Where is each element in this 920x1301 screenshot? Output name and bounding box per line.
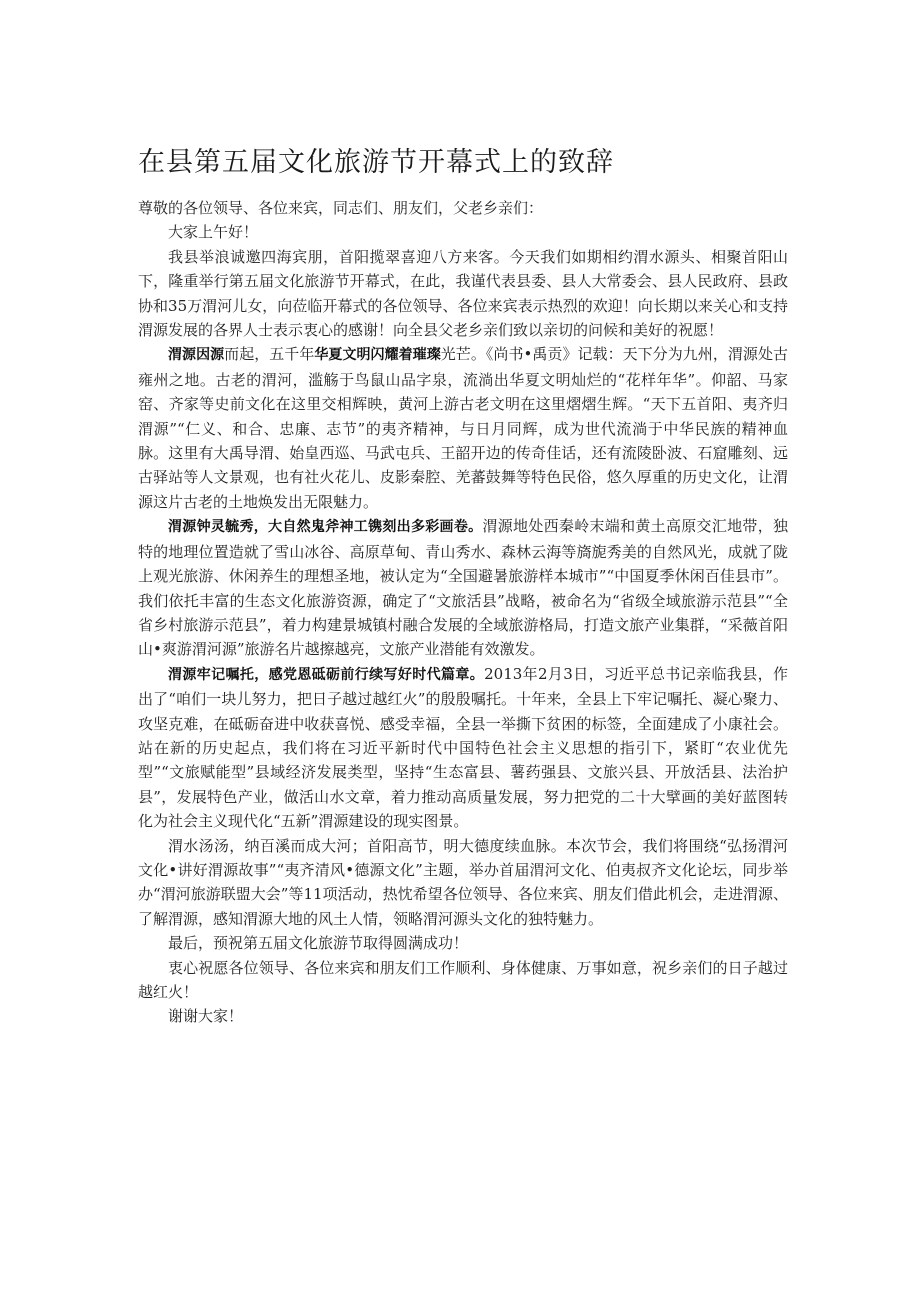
section-4-paragraph: 渭水汤汤，纳百溪而成大河；首阳高节，明大德度续血脉。本次节会，我们将围绕“弘扬渭河文化•讲好渭源故事”“夷齐清风•德源文化”主题，举办首届渭河文化、伯夷叔齐文化论坛，同步举办“渭河旅游联盟大会”等11项活动，热忱希望各位领导、各位来宾、朋友们借此机会，走进渭源、了解渭源，感知渭源大地的风土人情，领略渭河源头文化的独特魅力。	[138, 836, 788, 928]
section-1-lead-a: 渭源因源	[168, 347, 225, 364]
salutation: 尊敬的各位领导、各位来宾，同志们、朋友们，父老乡亲们：	[138, 199, 544, 217]
section-3-lead: 渭源牢记嘱托，感党恩砥砺前行续写好时代篇章。	[168, 666, 485, 683]
section-3-paragraph	[138, 662, 788, 834]
section-1-mid-a: 而起，五千年	[224, 345, 315, 364]
section-2-paragraph	[138, 514, 788, 661]
section-1-lead-b: 华夏文明闪耀着璀璨	[314, 347, 441, 364]
document-body	[138, 196, 788, 1029]
intro-paragraph: 我县举浪诚邀四海宾朋，首阳揽翠喜迎八方来客。今天我们如期相约渭水源头、相聚首阳山下，隆重举行第五届文化旅游节开幕式，在此，我谨代表县委、县人大常委会、县人民政府、县政协和35万渭河儿女，向莅临开幕式的各位领导、各位来宾表示热烈的欢迎！向长期以来关心和支持渭源发展的各界人士表示衷心的感谢！向全县父老乡亲们致以亲切的问候和美好的祝愿！	[138, 247, 788, 340]
closing-blessing: 衷心祝愿各位领导、各位来宾和朋友们工作顺利、身体健康、万事如意，祝乡亲们的日子越过越红火！	[138, 958, 788, 1001]
closing-wish: 最后，预祝第五届文化旅游节取得圆满成功！	[168, 934, 469, 953]
thanks-line: 谢谢大家！	[168, 1007, 244, 1026]
section-1-paragraph	[138, 342, 788, 514]
section-1-body: 光芒。《尚书•禹贡》记载：天下分为九州，渭源处古雍州之地。古老的渭河，滥觞于鸟鼠山品字泉，流淌出华夏文明灿烂的“花样年华”。仰韶、马家窑、齐家等史前文化在这里交相辉映，黄河上游古老文明在这里熠熠生辉。“天下五首阳、夷齐归渭源”“仁义、和合、忠廉、志节”的夷齐精神，与日月同辉，成为世代流淌于中华民族的精神血脉。这里有大禹导渭、始皇西巡、马武屯兵、王韶开边的传奇佳话，还有流陵卧波、石窟雕刻、远古驿站等人文景观，也有社火花儿、皮影秦腔、羌蕃鼓舞等特色民俗，悠久厚重的历史文化，让渭源这片古老的土地焕发出无限魅力。	[138, 345, 788, 511]
greeting: 大家上午好！	[168, 223, 259, 242]
section-2-lead: 渭源钟灵毓秀，大自然鬼斧神工镌刻出多彩画卷。	[168, 519, 483, 536]
section-3-body: 2013年2月3日，习近平总书记亲临我县，作出了“咱们一块儿努力，把日子越过越红火”的殷殷嘱托。十年来，全县上下牢记嘱托、凝心聚力、攻坚克难，在砥砺奋进中收获喜悦、感受幸福，全县一举撕下贫困的标签，全面建成了小康社会。站在新的历史起点，我们将在习近平新时代中国特色社会主义思想的指引下，紧盯“农业优先型”“文旅赋能型”县域经济发展类型，坚持“生态富县、薯药强县、文旅兴县、开放活县、法治护县”，发展特色产业，做活山水文章，着力推动高质量发展，努力把党的二十大擘画的美好蓝图转化为社会主义现代化“五新”渭源建设的现实图景。	[138, 664, 789, 831]
document-title: 在县第五届文化旅游节开幕式上的致辞	[138, 147, 614, 178]
section-2-body: 渭源地处西秦岭末端和黄土高原交汇地带，独特的地理位置造就了雪山冰谷、高原草甸、青山秀水、森林云海等旖旎秀美的自然风光，成就了陇上观光旅游、休闲养生的理想圣地，被认定为“全国避暑旅游样本城市”“中国夏季休闲百佳县市”。我们依托丰富的生态文化旅游资源，确定了“文旅活县”战略，被命名为“省级全域旅游示范县”“全省乡村旅游示范县”，着力构建景城镇村融合发展的全域旅游格局，打造文旅产业集群，“采薇首阳山•爽游渭河源”旅游名片越擦越亮，文旅产业潜能有效激发。	[138, 517, 788, 659]
